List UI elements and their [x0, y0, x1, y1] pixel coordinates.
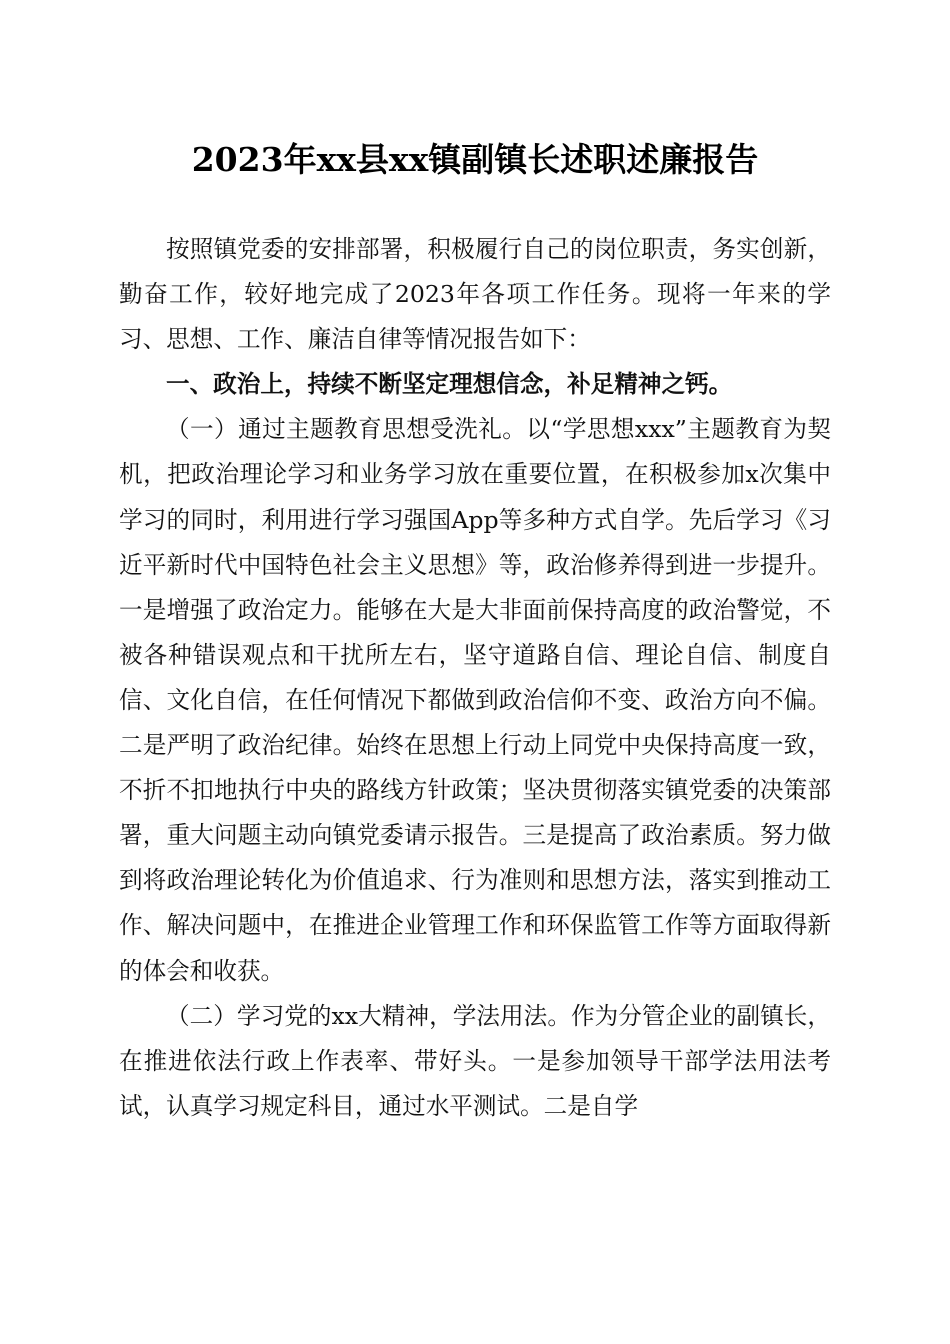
- section-heading-1: 一、政治上，持续不断坚定理想信念，补足精神之钙。: [166, 370, 733, 399]
- document-title: 2023年xx县xx镇副镇长述职述廉报告: [191, 140, 759, 179]
- intro-paragraph: 按照镇党委的安排部署，积极履行自己的岗位职责，务实创新，勤奋工作，较好地完成了2023年各项工作任务。现将一年来的学习、思想、工作、廉洁自律等情况报告如下：: [119, 235, 831, 354]
- document-body: [119, 227, 831, 1129]
- subsection-paragraph-2: （二）学习党的xx大精神，学法用法。作为分管企业的副镇长，在推进依法行政上作表率、带好头。一是参加领导干部学法用法考试，认真学习规定科目，通过水平测试。二是自学: [119, 1001, 831, 1120]
- subsection-paragraph-1: （一）通过主题教育思想受洗礼。以“学思想xxx”主题教育为契机，把政治理论学习和业务学习放在重要位置，在积极参加x次集中学习的同时，利用进行学习强国App等多种方式自学。先后学习《习近平新时代中国特色社会主义思想》等，政治修养得到进一步提升。一是增强了政治定力。能够在大是大非面前保持高度的政治警觉，不被各种错误观点和干扰所左右，坚守道路自信、理论自信、制度自信、文化自信，在任何情况下都做到政治信仰不变、政治方向不偏。二是严明了政治纪律。始终在思想上行动上同党中央保持高度一致，不折不扣地执行中央的路线方针政策；坚决贯彻落实镇党委的决策部署，重大问题主动向镇党委请示报告。三是提高了政治素质。努力做到将政治理论转化为价值追求、行为准则和思想方法，落实到推动工作、解决问题中，在推进企业管理工作和环保监管工作等方面取得新的体会和收获。: [119, 415, 831, 985]
